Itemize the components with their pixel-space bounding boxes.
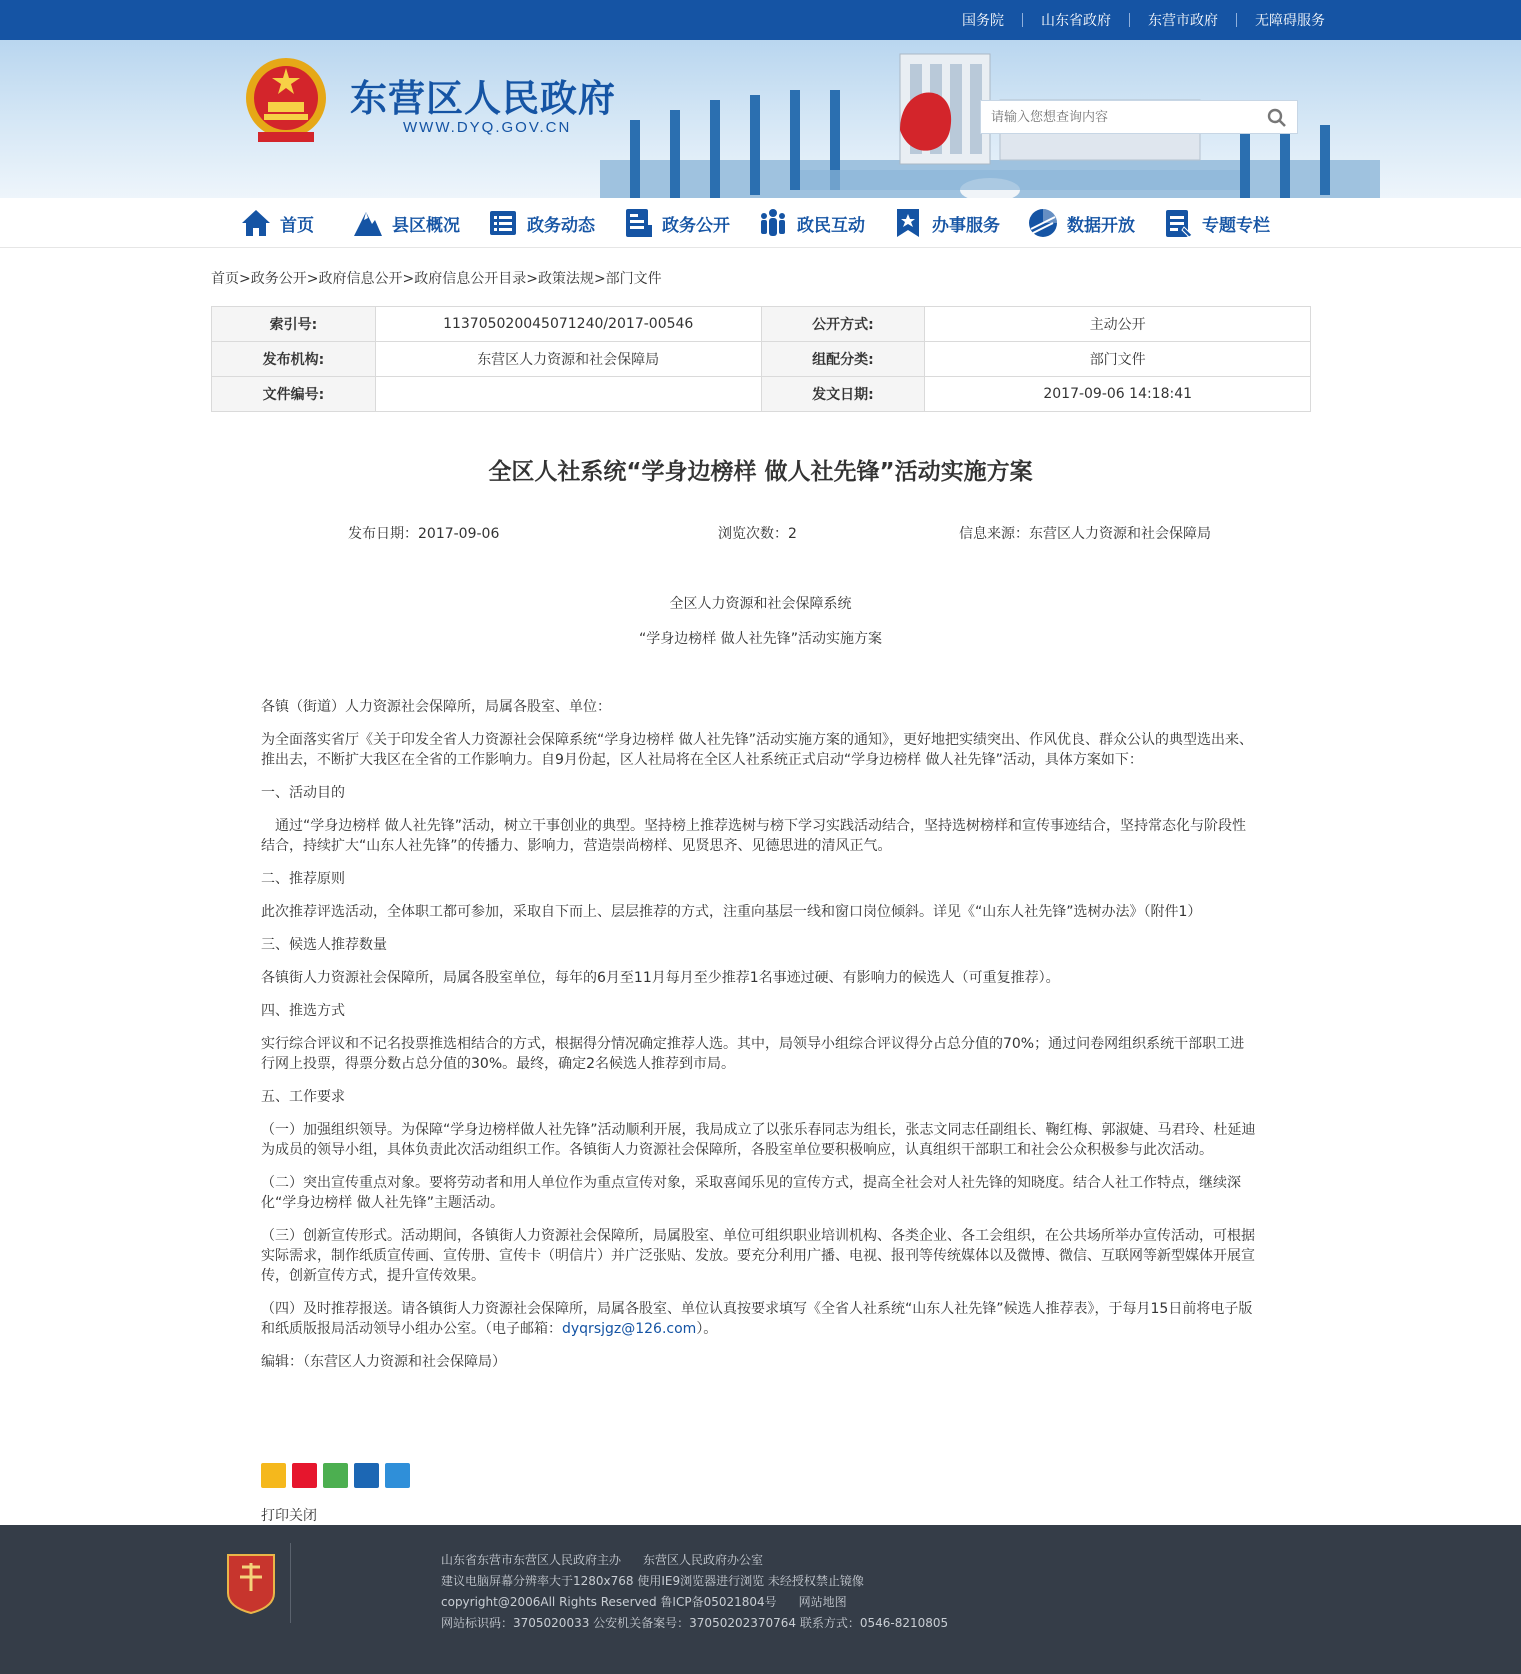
paragraph: （一）加强组织领导。为保障“学身边榜样做人社先锋”活动顺利开展，我局成立了以张乐春同志为组长，张志文同志任副组长、鞠红梅、郭淑婕、马君玲、杜延迪为成员的领导小组，具体负责此次活动组织工作。各镇街人力资源社会保障所，各股室单位要积极响应，认真组织干部职工和社会公众积极参与此次活动。 [261, 1122, 1256, 1158]
paragraph: 为全面落实省厅《关于印发全省人力资源社会保障系统“学身边榜样 做人社先锋”活动实施方案的通知》，更好地把实绩突出、作风优良、群众公认的典型选出来、推出去，不断扩大我区在全省的工作影响力。自9月份起，区人社局将在全区人社系统正式启动“学身边榜样 做人社先锋”活动，具体方案如下： [261, 732, 1253, 768]
docno-value [375, 377, 761, 412]
nav-gov-news[interactable] [487, 198, 595, 248]
section-heading: 二、推荐原则 [261, 871, 345, 887]
article-body [261, 697, 1256, 1385]
nav-county-overview[interactable] [352, 198, 460, 248]
section-heading: 五、工作要求 [261, 1089, 345, 1105]
paragraph-text: ）。 [696, 1321, 718, 1337]
footer-browser-tip: 建议电脑屏幕分辨率大于1280x768 使用IE9浏览器进行浏览 未经授权禁止镜像 [441, 1574, 864, 1588]
info-source: 信息来源：东营区人力资源和社会保障局 [959, 526, 1211, 542]
view-count: 浏览次数：2 [718, 526, 797, 542]
nav-label: 办事服务 [932, 215, 1000, 236]
table-row [212, 307, 1311, 342]
index-value: 113705020045071240/2017-00546 [375, 307, 761, 342]
link-accessibility[interactable]: 无障碍服务 [1255, 13, 1325, 29]
nav-label: 县区概况 [392, 215, 460, 236]
link-shandong-gov[interactable]: 山东省政府 [1041, 13, 1111, 29]
search-box [980, 100, 1298, 134]
search-icon[interactable] [1267, 108, 1287, 128]
print-close-link[interactable]: 打印关闭 [261, 1508, 317, 1524]
paragraph-text: （四）及时推荐报送。请各镇街人力资源社会保障所，局属各股室、单位认真按要求填写《全省人社系统“山东人社先锋”候选人推荐表》，于每月15日前将电子版和纸质版报局活动领导小组办公室。（电子邮箱： [261, 1301, 1253, 1337]
nav-label: 首页 [280, 215, 314, 236]
mode-value: 主动公开 [925, 307, 1311, 342]
org-value: 东营区人力资源和社会保障局 [375, 342, 761, 377]
main-nav [0, 198, 1521, 248]
paragraph: 实行综合评议和不记名投票推选相结合的方式，根据得分情况确定推荐人选。其中，局领导小组综合评议得分占总分值的70%；通过问卷网组织系统干部职工进行网上投票，得票分数占总分值的30%。最终，确定2名候选人推荐到市局。 [261, 1036, 1245, 1072]
date-label: 发文日期: [761, 377, 925, 412]
breadcrumb-policy[interactable]: 政策法规 [537, 271, 594, 287]
home-icon [240, 207, 272, 239]
category-label: 组配分类: [761, 342, 925, 377]
nav-interaction[interactable] [757, 198, 865, 248]
pie-chart-icon [1027, 207, 1059, 239]
category-value: 部门文件 [925, 342, 1311, 377]
breadcrumb-info-open[interactable]: 政府信息公开 [318, 271, 403, 287]
doc-heading-line1: 全区人力资源和社会保障系统 [669, 596, 852, 612]
more-share-icon[interactable] [385, 1463, 410, 1488]
publish-date: 发布日期：2017-09-06 [348, 526, 500, 542]
paragraph [261, 1299, 1256, 1339]
people-icon [757, 207, 789, 239]
docno-label: 文件编号: [212, 377, 376, 412]
salutation: 各镇（街道）人力资源社会保障所，局属各股室、单位： [261, 699, 611, 715]
nav-label: 政务动态 [527, 215, 595, 236]
table-row [212, 342, 1311, 377]
footer-info [441, 1550, 948, 1634]
divider [290, 1543, 291, 1623]
date-value: 2017-09-06 14:18:41 [925, 377, 1311, 412]
list-icon [487, 207, 519, 239]
breadcrumb: 首页>政务公开>政府信息公开>政府信息公开目录>政策法规>部门文件 [211, 271, 662, 287]
paragraph: 各镇街人力资源社会保障所，局属各股室单位，每年的6月至11月每月至少推荐1名事迹过硬、有影响力的候选人（可重复推荐）。 [261, 970, 1060, 986]
national-emblem-icon [244, 54, 328, 146]
site-url: WWW.DYQ.GOV.CN [403, 119, 572, 136]
wechat-icon[interactable] [323, 1463, 348, 1488]
site-title: 东营区人民政府 [350, 77, 616, 120]
nav-home[interactable] [240, 198, 314, 248]
paragraph: 此次推荐评选活动，全体职工都可参加，采取自下而上、层层推荐的方式，注重向基层一线和窗口岗位倾斜。详见《“山东人社先锋”选树办法》（附件1） [261, 904, 1202, 920]
top-bar [0, 0, 1521, 40]
section-heading: 四、推选方式 [261, 1003, 345, 1019]
nav-special-topics[interactable] [1162, 198, 1270, 248]
search-input[interactable] [991, 107, 1251, 127]
nav-services[interactable] [892, 198, 1000, 248]
editor-line: 编辑：（东营区人力资源和社会保障局） [261, 1354, 506, 1370]
document-info-table [211, 306, 1311, 412]
qzone-icon[interactable] [261, 1463, 286, 1488]
footer [0, 1525, 1521, 1674]
nav-label: 专题专栏 [1202, 215, 1270, 236]
breadcrumb-gov-open[interactable]: 政务公开 [250, 271, 307, 287]
footer-sitemap-link[interactable]: 网站地图 [798, 1595, 847, 1609]
table-row [212, 377, 1311, 412]
footer-sponsor: 山东省东营市东营区人民政府主办 [441, 1553, 622, 1567]
breadcrumb-dept-docs[interactable]: 部门文件 [605, 271, 662, 287]
breadcrumb-info-catalog[interactable]: 政府信息公开目录 [414, 271, 527, 287]
nav-label: 政民互动 [797, 215, 865, 236]
renren-icon[interactable] [354, 1463, 379, 1488]
org-label: 发布机构: [212, 342, 376, 377]
section-heading: 三、候选人推荐数量 [261, 937, 387, 953]
header-banner [0, 40, 1521, 198]
section-heading: 一、活动目的 [261, 785, 345, 801]
top-links [944, 0, 1343, 40]
star-bookmark-icon [892, 207, 924, 239]
email-link[interactable]: dyqrsjgz@126.com [562, 1321, 697, 1337]
footer-record: 网站标识码：3705020033 公安机关备案号：37050202370764 联系方式：0546-8210805 [441, 1616, 949, 1630]
nav-label: 数据开放 [1067, 215, 1135, 236]
link-state-council[interactable]: 国务院 [962, 13, 1004, 29]
party-gov-badge-icon[interactable] [224, 1551, 278, 1615]
paragraph: （二）突出宣传重点对象。要将劳动者和用人单位作为重点宣传对象，采取喜闻乐见的宣传方式，提高全社会对人社先锋的知晓度。结合人社工作特点，继续深化“学身边榜样 做人社先锋”主题活动。 [261, 1175, 1241, 1211]
footer-office: 东营区人民政府办公室 [643, 1553, 764, 1567]
weibo-icon[interactable] [292, 1463, 317, 1488]
index-label: 索引号: [212, 307, 376, 342]
footer-copyright: copyright@2006All Rights Reserved 鲁ICP备05021804号 [441, 1595, 777, 1609]
share-bar [261, 1463, 416, 1488]
mode-label: 公开方式: [761, 307, 925, 342]
paragraph: （三）创新宣传形式。活动期间，各镇街人力资源社会保障所，局属股室、单位可组织职业培训机构、各类企业、各工会组织，在公共场所举办宣传活动，可根据实际需求，制作纸质宣传画、宣传册、宣传卡（明信片）并广泛张贴、发放。要充分利用广播、电视、报刊等传统媒体以及微博、微信、互联网等新型媒体开展宣传，创新宣传方式，提升宣传效果。 [261, 1228, 1255, 1284]
doc-heading-line2: “学身边榜样 做人社先锋”活动实施方案 [639, 631, 882, 647]
breadcrumb-home[interactable]: 首页 [211, 271, 239, 287]
document-icon [622, 207, 654, 239]
mountain-icon [352, 207, 384, 239]
nav-gov-open[interactable] [622, 198, 730, 248]
paragraph: 通过“学身边榜样 做人社先锋”活动，树立干事创业的典型。坚持榜上推荐选树与榜下学习实践活动结合，坚持选树榜样和宣传事迹结合，坚持常态化与阶段性结合，持续扩大“山东人社先锋”的传播力、影响力，营造崇尚榜样、见贤思齐、见德思进的清风正气。 [261, 818, 1246, 854]
article-title: 全区人社系统“学身边榜样 做人社先锋”活动实施方案 [488, 459, 1033, 485]
nav-open-data[interactable] [1027, 198, 1135, 248]
notepad-icon [1162, 207, 1194, 239]
link-dongying-gov[interactable]: 东营市政府 [1148, 13, 1218, 29]
nav-label: 政务公开 [662, 215, 730, 236]
